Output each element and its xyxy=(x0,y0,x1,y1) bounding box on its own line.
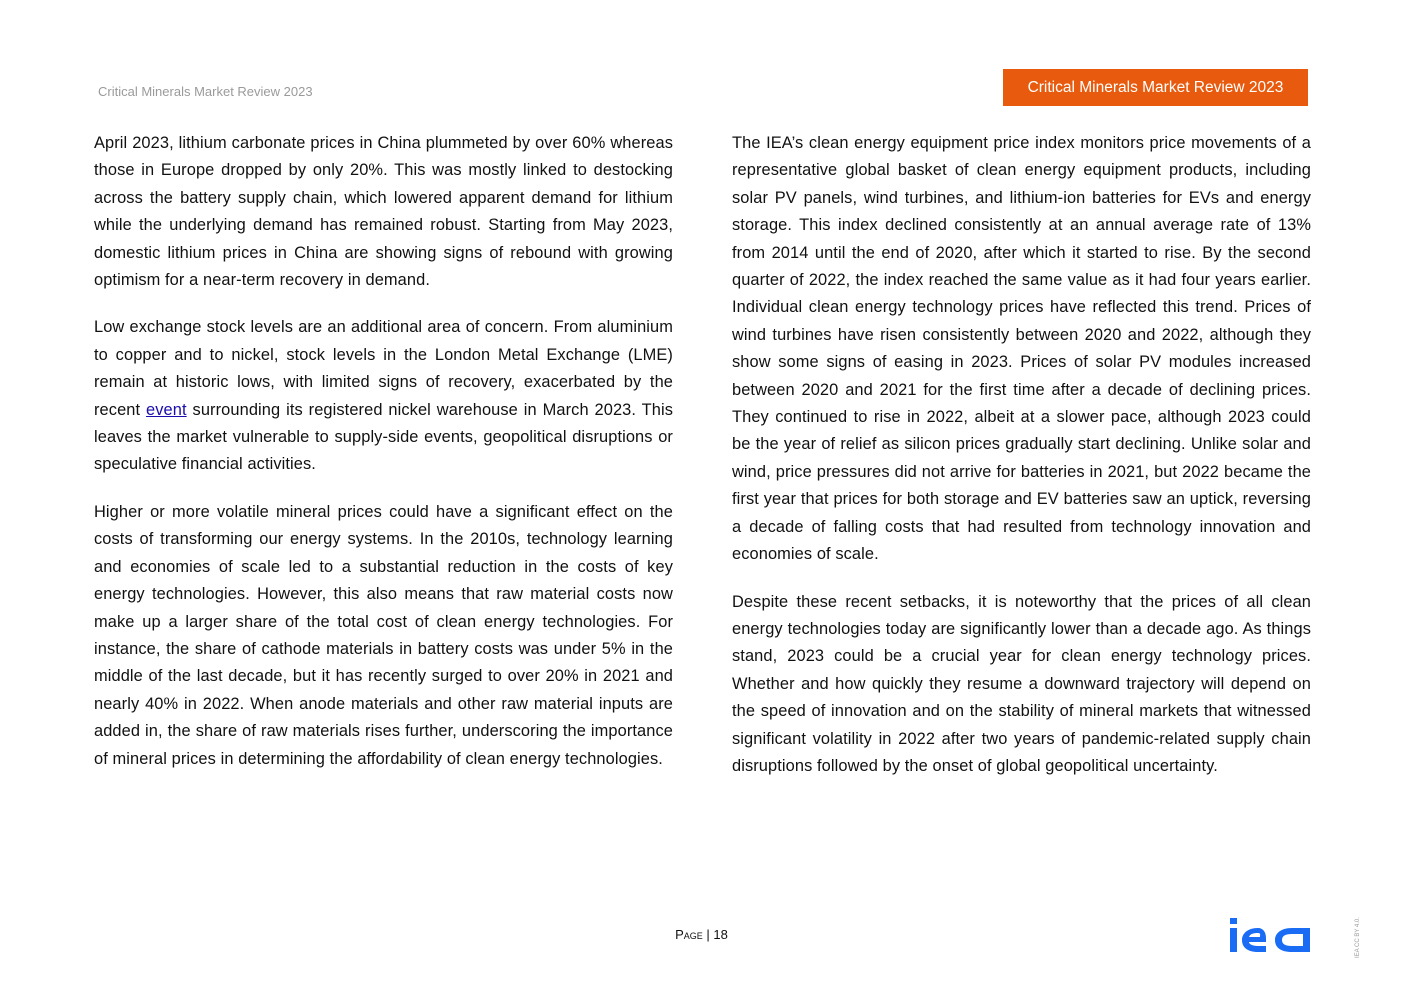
left-paragraph-3: Higher or more volatile mineral prices could have a significant effect on the costs of transforming our energy systems. In the 2010s, technology learning and economies of scale led to a substantial reduction in the costs of key energy technologies. However, this also means that raw material costs now make up a larger share of the total cost of clean energy technologies. For instance, the share of cathode materials in battery costs was under 5% in the middle of the last decade, but it has recently surged to over 20% in 2021 and nearly 40% in 2022. When anode materials and other raw material inputs are added in, the share of raw materials rises further, underscoring the importance of mineral prices in determining the affordability of clean energy technologies. xyxy=(94,502,673,768)
p2-text-after: surrounding its registered nickel warehouse in March 2023. This leaves the market vulnerable to supply-side events, geopolitical disruptions or speculative financial activities. xyxy=(94,400,674,474)
iea-logo xyxy=(1230,918,1310,952)
left-column xyxy=(94,130,673,793)
right-column xyxy=(732,130,1311,800)
left-paragraph-2 xyxy=(94,314,673,478)
left-paragraph-1: April 2023, lithium carbonate prices in China plummeted by over 60% whereas those in Europe dropped by only 20%. This was mostly linked to destocking across the battery supply chain, which lowered apparent demand for lithium while the underlying demand has remained robust. Starting from May 2023, domestic lithium prices in China are showing signs of rebound with growing optimism for a near-term recovery in demand. xyxy=(94,134,673,290)
page-label: Page xyxy=(675,927,703,942)
event-link[interactable]: event xyxy=(146,400,187,419)
page-separator: | xyxy=(702,927,714,942)
header-badge: Critical Minerals Market Review 2023 xyxy=(1003,69,1308,106)
right-paragraph-1: The IEA’s clean energy equipment price index monitors price movements of a representative global basket of clean energy equipment products, including solar PV panels, wind turbines, and lithium-ion batteries for EVs and energy storage. This index declined consistently at an annual average rate of 13% from 2014 until the end of 2020, after which it started to rise. By the second quarter of 2022, the index reached the same value as it had four years earlier. Individual clean energy technology prices have reflected this trend. Prices of wind turbines have risen consistently between 2020 and 2022, although they show some signs of easing in 2023. Prices of solar PV modules increased between 2020 and 2021 for the first time after a decade of declining prices. They continued to rise in 2022, albeit at a slower pace, although 2023 could be the year of relief as silicon prices gradually start declining. Unlike solar and wind, price pressures did not arrive for batteries in 2021, but 2022 became the first year that prices for both storage and EV batteries saw an uptick, reversing a decade of falling costs that had resulted from technology innovation and economies of scale. xyxy=(732,134,1311,564)
running-title: Critical Minerals Market Review 2023 xyxy=(98,84,313,99)
license-note: IEA CC BY 4.0. xyxy=(1355,917,1361,958)
page-number xyxy=(0,927,1403,942)
p2-text-before: Low exchange stock levels are an additional area of concern. From aluminium to copper and to nickel, stock levels in the London Metal Exchange (LME) remain at historic lows, with limited signs of recovery, exacerbated by the recent xyxy=(94,318,673,419)
page-number-value: 18 xyxy=(713,927,728,942)
right-paragraph-2: Despite these recent setbacks, it is noteworthy that the prices of all clean energy technologies today are significantly lower than a decade ago. As things stand, 2023 could be a crucial year for clean energy technology prices. Whether and how quickly they resume a downward trajectory will depend on the speed of innovation and on the stability of mineral markets that witnessed significant volatility in 2022 after two years of pandemic-related supply chain disruptions followed by the onset of global geopolitical uncertainty. xyxy=(732,592,1311,775)
